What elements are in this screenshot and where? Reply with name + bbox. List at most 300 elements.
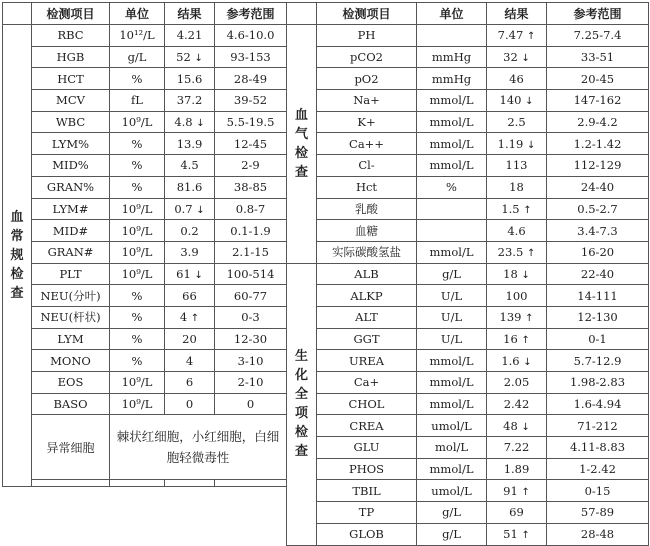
item-name: MONO <box>32 350 110 372</box>
item-name: pO2 <box>317 68 417 90</box>
item-result <box>165 68 215 90</box>
table-row <box>3 133 287 155</box>
item-range: 147-162 <box>547 90 649 112</box>
table-row <box>287 220 649 242</box>
item-name: CREA <box>317 415 417 437</box>
item-unit: % <box>110 306 165 328</box>
result-flag-icon: ↑ <box>526 248 536 260</box>
item-result <box>487 372 547 394</box>
item-result <box>165 155 215 177</box>
item-range: 5.7-12.9 <box>547 350 649 372</box>
item-unit: % <box>417 176 487 198</box>
result-value: 13.9 <box>176 136 203 151</box>
item-name: 实际碳酸氢盐 <box>317 241 417 263</box>
table-row <box>3 25 287 47</box>
left-header-unit: 单位 <box>110 3 165 25</box>
item-result <box>487 241 547 263</box>
item-range: 22-40 <box>547 263 649 285</box>
item-unit: g/L <box>417 523 487 545</box>
item-result <box>165 263 215 285</box>
left-header-range: 参考范围 <box>215 3 287 25</box>
right-header-range: 参考范围 <box>547 3 649 25</box>
item-unit: g/L <box>110 46 165 68</box>
left-header-row <box>3 3 287 25</box>
blood-routine-table <box>2 2 287 487</box>
item-unit: % <box>110 328 165 350</box>
result-flag-icon: ↓ <box>526 139 536 151</box>
result-value: 2.05 <box>503 375 530 390</box>
item-unit: % <box>110 176 165 198</box>
blood-gas-biochem-table <box>286 2 649 546</box>
table-row <box>287 90 649 112</box>
result-value: 4 <box>185 353 194 368</box>
right-header-result: 结果 <box>487 3 547 25</box>
item-name: GLU <box>317 437 417 459</box>
result-value: 139 <box>499 310 522 325</box>
item-result <box>487 458 547 480</box>
left-header-blank <box>3 3 32 25</box>
result-value: 18 <box>503 266 518 281</box>
item-unit: % <box>110 68 165 90</box>
left-header-result: 结果 <box>165 3 215 25</box>
result-flag-icon: ↑ <box>521 530 530 542</box>
item-name: K+ <box>317 111 417 133</box>
result-value: 20 <box>182 331 197 346</box>
right-header-blank <box>287 3 317 25</box>
item-name: CHOL <box>317 393 417 415</box>
item-name: 乳酸 <box>317 198 417 220</box>
table-row <box>3 220 287 242</box>
table-row <box>3 176 287 198</box>
item-unit: mmol/L <box>417 133 487 155</box>
blank-cell <box>215 480 287 487</box>
item-result <box>165 111 215 133</box>
item-name: GRAN% <box>32 176 110 198</box>
result-value: 4.21 <box>176 28 203 43</box>
result-value: 1.5 <box>501 201 520 216</box>
result-flag-icon: ↓ <box>523 356 532 368</box>
biochem-category-char: 全 <box>294 387 308 403</box>
result-flag-icon: ↑ <box>521 334 530 346</box>
table-row <box>287 306 649 328</box>
table-row <box>3 263 287 285</box>
table-row <box>3 111 287 133</box>
table-row <box>287 133 649 155</box>
item-unit: g/L <box>417 263 487 285</box>
result-flag-icon: ↓ <box>521 269 530 281</box>
item-name: GGT <box>317 328 417 350</box>
result-value: 140 <box>499 93 522 108</box>
table-row <box>3 350 287 372</box>
result-value: 0.2 <box>180 223 199 238</box>
item-name: GRAN# <box>32 241 110 263</box>
item-unit: 10⁹/L <box>110 198 165 220</box>
table-row <box>287 372 649 394</box>
table-row <box>287 350 649 372</box>
item-result <box>165 372 215 394</box>
item-range: 100-514 <box>215 263 287 285</box>
item-unit: mmol/L <box>417 241 487 263</box>
item-range: 0-3 <box>215 306 287 328</box>
item-unit: umol/L <box>417 415 487 437</box>
table-row <box>287 68 649 90</box>
item-name: PHOS <box>317 458 417 480</box>
table-row <box>287 480 649 502</box>
result-flag-icon: ↓ <box>521 421 530 433</box>
item-range: 2-10 <box>215 372 287 394</box>
biochem-category-char: 化 <box>294 368 308 384</box>
item-range: 1.98-2.83 <box>547 372 649 394</box>
item-unit: mol/L <box>417 437 487 459</box>
result-flag-icon: ↑ <box>190 313 200 325</box>
item-name: HGB <box>32 46 110 68</box>
result-value: 23.5 <box>497 245 524 260</box>
item-unit: mmol/L <box>417 372 487 394</box>
biochem-category <box>287 263 317 545</box>
item-name: ALB <box>317 263 417 285</box>
item-range: 12-130 <box>547 306 649 328</box>
blood-routine-category-char: 常 <box>10 229 24 245</box>
result-flag-icon: ↑ <box>525 313 534 325</box>
item-range: 20-45 <box>547 68 649 90</box>
result-flag-icon: ↑ <box>526 31 536 43</box>
item-result <box>487 350 547 372</box>
result-value: 46 <box>509 71 524 86</box>
item-name: Ca+ <box>317 372 417 394</box>
item-name: UREA <box>317 350 417 372</box>
table-row <box>287 25 649 47</box>
table-row <box>3 68 287 90</box>
item-range: 1.6-4.94 <box>547 393 649 415</box>
item-range: 12-30 <box>215 328 287 350</box>
item-name: RBC <box>32 25 110 47</box>
item-result <box>487 46 547 68</box>
table-row <box>287 437 649 459</box>
item-range: 2.9-4.2 <box>547 111 649 133</box>
result-value: 1.89 <box>503 462 530 477</box>
table-row <box>287 523 649 545</box>
item-unit: mmol/L <box>417 90 487 112</box>
item-range: 4.11-8.83 <box>547 437 649 459</box>
item-name: LYM% <box>32 133 110 155</box>
blood-gas-category <box>287 25 317 264</box>
table-row <box>287 458 649 480</box>
table-row <box>3 198 287 220</box>
item-name: Cl- <box>317 155 417 177</box>
abnormal-cells-label: 异常细胞 <box>32 415 110 480</box>
table-row <box>287 176 649 198</box>
table-row <box>287 502 649 524</box>
result-value: 15.6 <box>176 71 203 86</box>
item-unit: mmol/L <box>417 111 487 133</box>
result-value: 0 <box>185 397 194 412</box>
item-range: 57-89 <box>547 502 649 524</box>
item-unit: 10⁹/L <box>110 220 165 242</box>
item-result <box>487 306 547 328</box>
item-name: WBC <box>32 111 110 133</box>
item-result <box>165 328 215 350</box>
item-name: Hct <box>317 176 417 198</box>
blood-routine-category <box>3 25 32 487</box>
item-range: 1.2-1.42 <box>547 133 649 155</box>
result-value: 7.22 <box>503 440 530 455</box>
item-result <box>165 25 215 47</box>
item-range: 0.1-1.9 <box>215 220 287 242</box>
item-unit: % <box>110 350 165 372</box>
result-value: 48 <box>503 418 518 433</box>
item-name: EOS <box>32 372 110 394</box>
item-range: 28-48 <box>547 523 649 545</box>
item-result <box>487 68 547 90</box>
item-name: ALKP <box>317 285 417 307</box>
item-result <box>487 220 547 242</box>
blood-routine-category-char: 查 <box>10 286 24 302</box>
result-value: 32 <box>503 50 518 65</box>
item-range: 5.5-19.5 <box>215 111 287 133</box>
result-value: 4.8 <box>174 115 193 130</box>
blood-routine-category-char: 检 <box>10 267 24 283</box>
table-row <box>287 393 649 415</box>
item-result <box>165 46 215 68</box>
item-unit: fL <box>110 90 165 112</box>
result-value: 81.6 <box>176 180 203 195</box>
item-result <box>487 133 547 155</box>
item-result <box>165 220 215 242</box>
item-unit: mmol/L <box>417 393 487 415</box>
result-value: 61 <box>176 266 191 281</box>
item-range: 3-10 <box>215 350 287 372</box>
table-row <box>3 393 287 415</box>
right-header-item: 检测项目 <box>317 3 417 25</box>
result-value: 4 <box>179 310 188 325</box>
item-range: 3.4-7.3 <box>547 220 649 242</box>
blood-gas-category-char: 气 <box>294 126 308 142</box>
item-unit: U/L <box>417 285 487 307</box>
blood-gas-category-char: 查 <box>294 164 308 180</box>
item-unit: 10⁹/L <box>110 241 165 263</box>
item-result <box>165 198 215 220</box>
item-name: NEU(杆状) <box>32 306 110 328</box>
item-result <box>487 25 547 47</box>
item-result <box>487 523 547 545</box>
item-name: PH <box>317 25 417 47</box>
item-range: 24-40 <box>547 176 649 198</box>
result-flag-icon: ↓ <box>194 269 203 281</box>
table-row <box>3 46 287 68</box>
blood-gas-category-char: 血 <box>294 107 308 123</box>
item-range: 60-77 <box>215 285 287 307</box>
item-unit: U/L <box>417 328 487 350</box>
item-range: 0.8-7 <box>215 198 287 220</box>
result-flag-icon: ↓ <box>521 53 530 65</box>
item-result <box>165 306 215 328</box>
blood-routine-category-char: 血 <box>10 210 24 226</box>
item-range: 93-153 <box>215 46 287 68</box>
blank-row <box>3 480 287 487</box>
right-header-unit: 单位 <box>417 3 487 25</box>
blank-cell <box>110 480 165 487</box>
table-row <box>3 90 287 112</box>
result-value: 69 <box>509 505 524 520</box>
table-row <box>3 155 287 177</box>
item-unit: % <box>110 133 165 155</box>
result-value: 113 <box>505 158 528 173</box>
result-flag-icon: ↑ <box>521 486 530 498</box>
item-range: 39-52 <box>215 90 287 112</box>
item-range: 0-1 <box>547 328 649 350</box>
table-row <box>287 328 649 350</box>
table-row <box>287 111 649 133</box>
table-row <box>3 328 287 350</box>
item-unit: % <box>110 155 165 177</box>
item-unit: umol/L <box>417 480 487 502</box>
item-unit: g/L <box>417 502 487 524</box>
result-value: 16 <box>503 331 518 346</box>
item-name: Na+ <box>317 90 417 112</box>
item-unit: % <box>110 285 165 307</box>
item-result <box>487 502 547 524</box>
item-result <box>487 111 547 133</box>
table-row <box>287 198 649 220</box>
result-value: 1.19 <box>497 136 524 151</box>
item-range: 4.6-10.0 <box>215 25 287 47</box>
blood-gas-category-char: 检 <box>294 145 308 161</box>
right-header-row <box>287 3 649 25</box>
result-value: 0.7 <box>174 201 193 216</box>
item-result <box>165 393 215 415</box>
item-range: 38-85 <box>215 176 287 198</box>
item-unit: U/L <box>417 306 487 328</box>
item-unit <box>417 220 487 242</box>
blank-cell <box>165 480 215 487</box>
item-result <box>165 350 215 372</box>
result-value: 18 <box>509 180 524 195</box>
table-row <box>287 241 649 263</box>
item-result <box>487 263 547 285</box>
left-header-item: 检测项目 <box>32 3 110 25</box>
item-name: BASO <box>32 393 110 415</box>
table-row <box>3 241 287 263</box>
item-name: MCV <box>32 90 110 112</box>
result-value: 52 <box>176 50 191 65</box>
item-result <box>487 480 547 502</box>
item-name: ALT <box>317 306 417 328</box>
result-value: 66 <box>182 288 197 303</box>
item-result <box>487 415 547 437</box>
item-result <box>487 176 547 198</box>
item-unit: 10⁹/L <box>110 263 165 285</box>
item-unit <box>417 198 487 220</box>
item-name: PLT <box>32 263 110 285</box>
result-value: 51 <box>503 527 518 542</box>
result-flag-icon: ↓ <box>525 96 534 108</box>
blank-cell <box>32 480 110 487</box>
item-name: NEU(分叶) <box>32 285 110 307</box>
item-name: GLOB <box>317 523 417 545</box>
item-range: 7.25-7.4 <box>547 25 649 47</box>
item-range: 0 <box>215 393 287 415</box>
item-result <box>487 198 547 220</box>
item-range: 16-20 <box>547 241 649 263</box>
item-unit: 10¹²/L <box>110 25 165 47</box>
result-value: 91 <box>503 483 518 498</box>
item-range: 2.1-15 <box>215 241 287 263</box>
result-value: 2.5 <box>507 115 526 130</box>
item-result <box>487 285 547 307</box>
item-name: HCT <box>32 68 110 90</box>
item-range: 112-129 <box>547 155 649 177</box>
result-value: 100 <box>505 288 528 303</box>
result-value: 6 <box>185 375 194 390</box>
blood-routine-category-char: 规 <box>10 248 24 264</box>
item-unit: mmol/L <box>417 155 487 177</box>
item-range: 71-212 <box>547 415 649 437</box>
item-name: Ca++ <box>317 133 417 155</box>
item-result <box>165 90 215 112</box>
table-row <box>3 285 287 307</box>
item-unit: 10⁹/L <box>110 372 165 394</box>
result-value: 3.9 <box>180 245 199 260</box>
item-result <box>487 437 547 459</box>
biochem-category-char: 检 <box>294 425 308 441</box>
result-value: 7.47 <box>497 28 524 43</box>
table-row <box>287 285 649 307</box>
item-result <box>487 393 547 415</box>
result-value: 4.6 <box>507 223 526 238</box>
item-range: 28-49 <box>215 68 287 90</box>
item-unit: mmHg <box>417 46 487 68</box>
item-range: 1-2.42 <box>547 458 649 480</box>
biochem-category-char: 项 <box>294 406 308 422</box>
item-name: LYM# <box>32 198 110 220</box>
result-flag-icon: ↓ <box>194 53 203 65</box>
item-range: 0-15 <box>547 480 649 502</box>
item-name: TP <box>317 502 417 524</box>
item-result <box>165 285 215 307</box>
item-range: 2-9 <box>215 155 287 177</box>
item-name: pCO2 <box>317 46 417 68</box>
table-row <box>3 306 287 328</box>
abnormal-cells-text: 棘状红细胞，小红细胞，白细胞轻微毒性 <box>110 415 287 480</box>
table-row <box>287 46 649 68</box>
item-name: MID# <box>32 220 110 242</box>
item-range: 0.5-2.7 <box>547 198 649 220</box>
item-range: 14-111 <box>547 285 649 307</box>
item-name: MID% <box>32 155 110 177</box>
item-result <box>165 176 215 198</box>
item-unit: 10⁹/L <box>110 111 165 133</box>
biochem-category-char: 生 <box>294 349 308 365</box>
result-value: 37.2 <box>176 93 203 108</box>
table-row <box>3 372 287 394</box>
result-flag-icon: ↑ <box>523 204 532 216</box>
item-unit: mmol/L <box>417 350 487 372</box>
item-range: 12-45 <box>215 133 287 155</box>
item-result <box>165 241 215 263</box>
result-value: 2.42 <box>503 397 530 412</box>
table-row <box>287 155 649 177</box>
result-value: 4.5 <box>180 158 199 173</box>
item-unit: mmHg <box>417 68 487 90</box>
table-row <box>287 263 649 285</box>
item-result <box>487 155 547 177</box>
result-value: 1.6 <box>501 353 520 368</box>
item-name: 血糖 <box>317 220 417 242</box>
item-unit <box>417 25 487 47</box>
table-row <box>287 415 649 437</box>
item-result <box>165 133 215 155</box>
result-flag-icon: ↓ <box>196 204 205 216</box>
